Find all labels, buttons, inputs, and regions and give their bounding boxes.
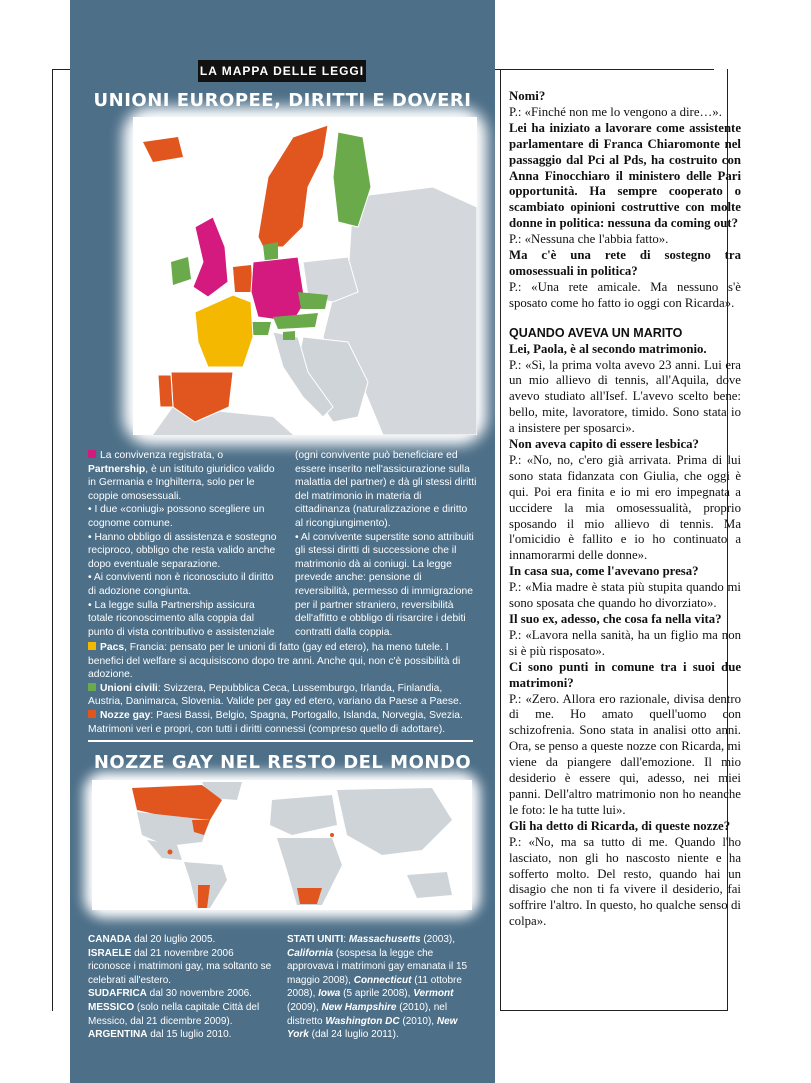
partnership-bullet: • La legge sulla Partnership assicura totale riconoscimento alla coppia dal punto di vista contributivo e assistenziale	[88, 599, 275, 638]
slovenia	[283, 331, 295, 340]
interview-answer: P.: «No, no, c'ero già arrivata. Prima di lui sono stata fidanzata con Giulia, che oggi è qui. Poi era finita e io mi ero impegnata a uccidere la mia omosessualità, proprio sposando il mio allievo di tennis. Ma l'omicidio è fallito e io ho continuato a innamorarmi delle donne».	[509, 452, 741, 563]
country-text: dal 30 novembre 2006.	[146, 988, 252, 1000]
country-name: ISRAELE	[88, 947, 132, 959]
world-entry	[88, 933, 278, 947]
interview-column	[509, 89, 741, 930]
partnership-text-left	[88, 449, 278, 639]
section-separator	[88, 740, 473, 742]
world-entry	[88, 1028, 278, 1042]
state-name: California	[287, 947, 334, 959]
europe-title: UNIONI EUROPEE, DIRITTI E DOVERI	[93, 90, 472, 111]
interview-answer: P.: «Lavora nella sanità, ha un figlio ma non si è più risposato».	[509, 627, 741, 658]
world-title: NOZZE GAY NEL RESTO DEL MONDO	[93, 752, 472, 773]
gay-text: : Paesi Bassi, Belgio, Spagna, Portogallo, Islanda, Norvegia, Svezia. Matrimoni veri e propri, con tutti i diritti connessi (compreso quello di adottare).	[88, 709, 463, 735]
interview-question: Non aveva capito di essere lesbica?	[509, 437, 699, 452]
left-vertical-rule	[52, 69, 53, 1011]
world-text-right	[287, 933, 477, 1042]
pacs-text: , Francia: pensato per le unioni di fatto (gay ed etero), ha meno tutele. I benefici del welfare si acquisiscono dopo tre anni. Anche qui, non c'è possibilità di adozione.	[88, 642, 461, 681]
interview-answer: P.: «Una rete amicale. Ma nessuno s'è sposato come ho fatto io oggi con Ricarda».	[509, 279, 741, 310]
pacs-term: Pacs	[100, 642, 125, 653]
state-text: (11 ottobre 2008),	[287, 974, 462, 1000]
country-name: CANADA	[88, 934, 132, 945]
country-name: ARGENTINA	[88, 1029, 148, 1041]
world-map	[92, 780, 472, 910]
state-text: (2010),	[399, 1015, 437, 1027]
state-name: Connecticut	[353, 974, 412, 986]
interview-answer: P.: «Mia madre è stata più stupita quando mi sono sposata che quando ho divorziato».	[509, 580, 741, 611]
legend-gay	[88, 709, 478, 736]
state-name: Washington DC	[325, 1015, 400, 1027]
state-text: (dal 24 luglio 2011).	[308, 1029, 399, 1041]
civil-swatch	[88, 683, 96, 691]
bottom-rule	[500, 1010, 728, 1011]
europe-map-graphic	[133, 117, 477, 435]
column-divider-rule	[500, 69, 501, 1011]
interview-answer: P.: «Nessuna che l'abbia fatto».	[509, 232, 669, 247]
world-entry	[88, 947, 278, 988]
interview-answer: P.: «Zero. Allora ero razionale, divisa dentro di me. Ho amato quell'uomo con schizofrenia. Sono stata in analisi otto anni. Ora, se penso a queste nozze con Ricarda, mi viene da piangere dall'emozione. Il mio desiderio è essere qui, adesso, nei miei panni. Dell'altro matrimonio non ho neanche le foto: le ha tutte lui».	[509, 691, 741, 817]
europe-map	[133, 117, 477, 435]
partnership-term: Partnership	[88, 463, 146, 475]
interview-answer: P.: «No, ma sa tutto di me. Quando l'ho lasciato, non gli ho nascosto niente e ha sofferto molto. Del resto, quando hai un disagio che non ti fa vivere il desiderio, fai soffrire l'altro. In questo, ho qualche senso di colpa».	[509, 834, 741, 929]
state-text: (2010), nel distretto	[287, 1001, 448, 1027]
usa-entry	[287, 933, 477, 1042]
interview-question: Nomi?	[509, 89, 546, 103]
interview-question: Ci sono punti in comune tra i suoi due matrimoni?	[509, 659, 741, 690]
country-text: dal 21 novembre 2006 riconosce i matrimoni gay, ma soltanto se celebrati all'estero.	[88, 947, 272, 986]
world-entry	[88, 987, 278, 1001]
state-name: New York	[287, 1015, 458, 1041]
partnership-bullet: • I due «coniugi» possono scegliere un cognome comune.	[88, 504, 265, 529]
state-text: (5 aprile 2008),	[340, 988, 414, 1000]
state-name: Vermont	[413, 988, 454, 1000]
civil-text: : Svizzera, Pepubblica Ceca, Lussemburgo, Irlanda, Finlandia, Austria, Danimarca, Slovenia. Valide per gay ed etero, variano da Paese a Paese.	[88, 682, 462, 708]
interview-question: Lei, Paola, è al secondo matrimonio.	[509, 341, 707, 356]
country-name: MESSICO	[88, 1001, 135, 1013]
germany	[251, 257, 305, 322]
state-name: Iowa	[318, 988, 341, 1000]
state-text: (2003),	[420, 934, 456, 945]
interview-question: Ma c'è una rete di sostegno tra omosessuali in politica?	[509, 248, 741, 278]
interview-question: Gli ha detto di Ricarda, di queste nozze?	[509, 818, 731, 833]
state-name: Massachusetts	[348, 934, 421, 945]
partnership-text-right	[295, 449, 477, 639]
portugal	[158, 375, 173, 407]
legend-block	[88, 641, 478, 736]
partnership-right-par1: (ogni convivente può beneficiare ed essere inserito nell'assicurazione sulla malattia del partner) e dà gli stessi diritti del matrimonio in materia di cittadinanza (naturalizzazione e diritto al ricongiungimento).	[295, 450, 477, 529]
country-name: STATI UNITI	[287, 934, 344, 945]
world-entry	[88, 1001, 278, 1028]
interview-question: In casa sua, come l'avevano presa?	[509, 564, 699, 579]
partnership-swatch	[88, 450, 96, 458]
benelux	[233, 265, 253, 292]
partnership-lead: La convivenza registrata, o	[100, 450, 224, 461]
partnership-rest: , è un istituto giuridico valido in Germania e Inghilterra, solo per le coppie omosessuali.	[88, 463, 275, 502]
interview-answer: P.: «Finché non me lo vengono a dire…».	[509, 104, 722, 119]
country-text: (solo nella capitale Città del Messico, dal 21 dicembre 2009).	[88, 1001, 260, 1027]
country-text: dal 20 luglio 2005.	[131, 934, 216, 945]
interview-subheading: QUANDO AVEVA UN MARITO	[509, 325, 683, 340]
partnership-right-par2: • Al convivente superstite sono attribuiti gli stessi diritti di successione che il matrimonio dà ai coniugi. La legge prevede anche: pensione di reversibilità, permesso di immigrazione per il partner straniero, reversibilità dell'affitto e obbligo di risarcire i debiti contratti dalla coppia.	[295, 531, 474, 638]
civil-term: Unioni civili	[100, 682, 158, 694]
gay-term: Nozze gay	[100, 709, 151, 721]
israel-marker	[330, 833, 334, 837]
section-tag: LA MAPPA DELLE LEGGI	[198, 60, 366, 82]
country-text: dal 15 luglio 2010.	[147, 1029, 232, 1041]
state-text: (2009),	[287, 1001, 322, 1013]
partnership-bullet: • Hanno obbligo di assistenza e sostegno reciproco, obbligo che resta valido anche dopo eventuale separazione.	[88, 531, 277, 570]
mexico-city-marker	[168, 850, 173, 855]
country-name: SUDAFRICA	[88, 988, 147, 1000]
sep: :	[343, 934, 349, 945]
interview-question: Il suo ex, adesso, che cosa fa nella vita?	[509, 612, 722, 626]
interview-question: Lei ha iniziato a lavorare come assistente parlamentare di Franca Chiaromonte nel passaggio dal Pci al Pds, ha costruito con Anna Finocchiaro il ministero delle Pari opportunità. Ha sempre cooperato o scambiato opinioni costruttive con molte donne in politica: nessuna da coming out?	[509, 120, 741, 231]
state-name: New Hampshire	[321, 1001, 397, 1013]
gay-swatch	[88, 710, 96, 718]
pacs-swatch	[88, 642, 96, 650]
world-text-left	[88, 933, 278, 1042]
world-map-graphic	[92, 780, 472, 910]
legend-civil	[88, 682, 478, 709]
state-text: (sospesa la legge che approvava i matrimoni gay emanata il 15 maggio 2008),	[287, 947, 468, 986]
partnership-bullet: • Ai conviventi non è riconosciuto il diritto di adozione congiunta.	[88, 572, 274, 597]
legend-pacs	[88, 641, 478, 682]
interview-answer: P.: «Sì, la prima volta avevo 23 anni. Lui era un mio allievo di tennis, all'Aquila, dove avevo studiato all'Isef. L'avevo scelto bene: bello, mite, lavoratore, timido. Sono stata io a insistere per sposarci».	[509, 357, 741, 436]
